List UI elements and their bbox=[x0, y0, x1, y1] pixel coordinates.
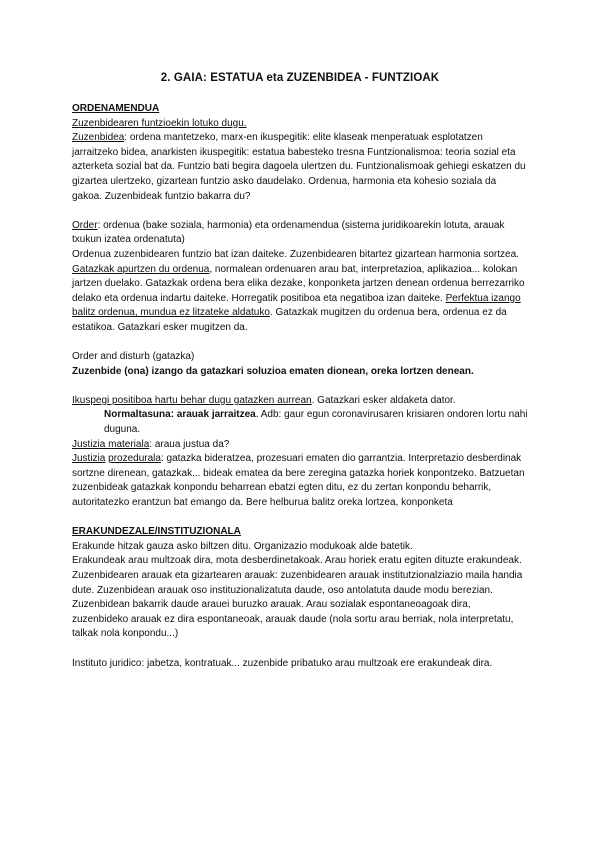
document-body bbox=[72, 102, 528, 671]
paragraph: Instituto juridico: jabetza, kontratuak... zuzenbide pribatuko arau multzoak ere erakundeak dira. bbox=[72, 657, 493, 669]
paragraph: Erakunde hitzak gauza asko biltzen ditu. Organizazio modukoak alde batetik. bbox=[72, 540, 413, 552]
bold-statement: Zuzenbide (ona) izango da gatazkari soluzioa ematen dionean, oreka lortzen denean. bbox=[72, 365, 474, 377]
paragraph-text: : gatazka bideratzea, prozesuari ematen dio garrantzia. Interpretazio desberdinak sortzne direnean, gatazkak... bideak ematea da bere zeregina gatazka horiek konpontzeko. Batzuetan zuzenbideak gatazkak konpondu beharrean ebatzi egten ditu, ez du zertan konpondu beharrik, autoritatezko erantzun bat emango da. Bere helburua balitz oreka lortzea, konponketa bbox=[72, 453, 525, 509]
underlined-text: Ikuspegi positiboa hartu behar dugu gatazken aurrean bbox=[72, 394, 312, 406]
underlined-text: Zuzenbidearen funtzioekin lotuko dugu. bbox=[72, 117, 247, 129]
underlined-term: Order bbox=[72, 219, 98, 231]
bold-term: Normaltasuna: arauak jarraitzea bbox=[104, 409, 256, 421]
paragraph bbox=[72, 438, 528, 453]
paragraph bbox=[72, 263, 528, 336]
paragraph: Ordenua zuzenbidearen funtzio bat izan daiteke. Zuzenbidearen bitartez gizartean harmonia sortzea. bbox=[72, 248, 519, 260]
underlined-term: Justizia bbox=[72, 453, 106, 465]
underlined-term: Gatazkak apurtzen du ordenua bbox=[72, 263, 210, 275]
document-title: 2. GAIA: ESTATUA eta ZUZENBIDEA - FUNTZIOAK bbox=[160, 72, 440, 84]
underlined-term: Zuzenbidea bbox=[72, 132, 125, 144]
paragraph bbox=[72, 408, 528, 437]
section-heading-ordenamendua: ORDENAMENDUA bbox=[72, 103, 160, 114]
paragraph bbox=[72, 131, 528, 204]
paragraph-text: , normalean ordenuaren arau bat, interpretazioa, aplikazioa... kolokan jartzen duelako. Gatazkak ordena bera elika dezake, konponketa jartzen denean ordenua berrezarriko delako eta ordenua indartu daiteke. Horregatik positiboa eta negatiboa izan daiteke. bbox=[72, 263, 525, 304]
paragraph: Order and disturb (gatazka) bbox=[72, 351, 195, 363]
underlined-term: Justizia materiala bbox=[72, 438, 150, 450]
section-heading-erakundezale: ERAKUNDEZALE/INSTITUZIONALA bbox=[72, 526, 241, 538]
paragraph-text: . Adb: gaur egun coronavirusaren krisiaren ondoren lortu nahi duguna. bbox=[104, 409, 528, 436]
paragraph bbox=[72, 219, 528, 248]
paragraph-text: : ordena mantetzeko, marx-en ikuspegitik: elite klaseak menperatuak esplotatzen jarraitzeko bidea, anarkisten ikuspegitik: estatua babesteko tresna Funtzionalismoa: teoria sozial eta azterketa sozial bat da. Funtzio bati begira dagoela ulertzen du. Funtzionalismoak gehiegi eskatzen du gizartea ulertzeko, gizartean funtzio asko daudelako. Ordenua, harmonia eta kohesio soziala da gakoa. Zuzenbideak funtzio bakarra du? bbox=[72, 132, 526, 202]
paragraph-text: : araua justua da? bbox=[149, 438, 230, 450]
paragraph bbox=[72, 394, 528, 409]
paragraph bbox=[72, 452, 528, 510]
paragraph-text: : ordenua (bake soziala, harmonia) eta ordenamendua (sistema juridikoarekin lotuta, arauak txukun izatea ordenatuta) bbox=[72, 219, 505, 246]
paragraph bbox=[72, 117, 528, 132]
paragraph-text: . Gatazkak mugitzen du ordenua bera, ordenua ez da estatikoa. Gatazkari esker mugitzen da. bbox=[72, 307, 507, 333]
underlined-term: prozedurala bbox=[108, 453, 161, 465]
paragraph-text: . Gatazkari esker aldaketa dator. bbox=[311, 394, 456, 406]
underlined-text: Perfektua izango balitz ordenua, mundua ez litzateke aldatuko bbox=[72, 292, 521, 319]
paragraph: Erakundeak arau multzoak dira, mota desberdinetakoak. Arau horiek eratu egiten dituzte erakundeak. bbox=[72, 555, 522, 567]
paragraph: Zuzenbidearen arauak eta gizartearen arauak: zuzenbidearen arauak institutzionalziazio maila handia dute. Zuzenbidean arauak oso instituzionalizatuta daude, oso antolatuta daude modu berezian. Zuzenbidean bakarrik daude arauei buruzko arauak. Arau sozialak espontaneoagoak dira, zuzenbideko arauak ez dira espontaneoak, arauak daude (nola sortu arau berriak, nola interpretatu, talkak nola konpondu...) bbox=[72, 570, 523, 640]
